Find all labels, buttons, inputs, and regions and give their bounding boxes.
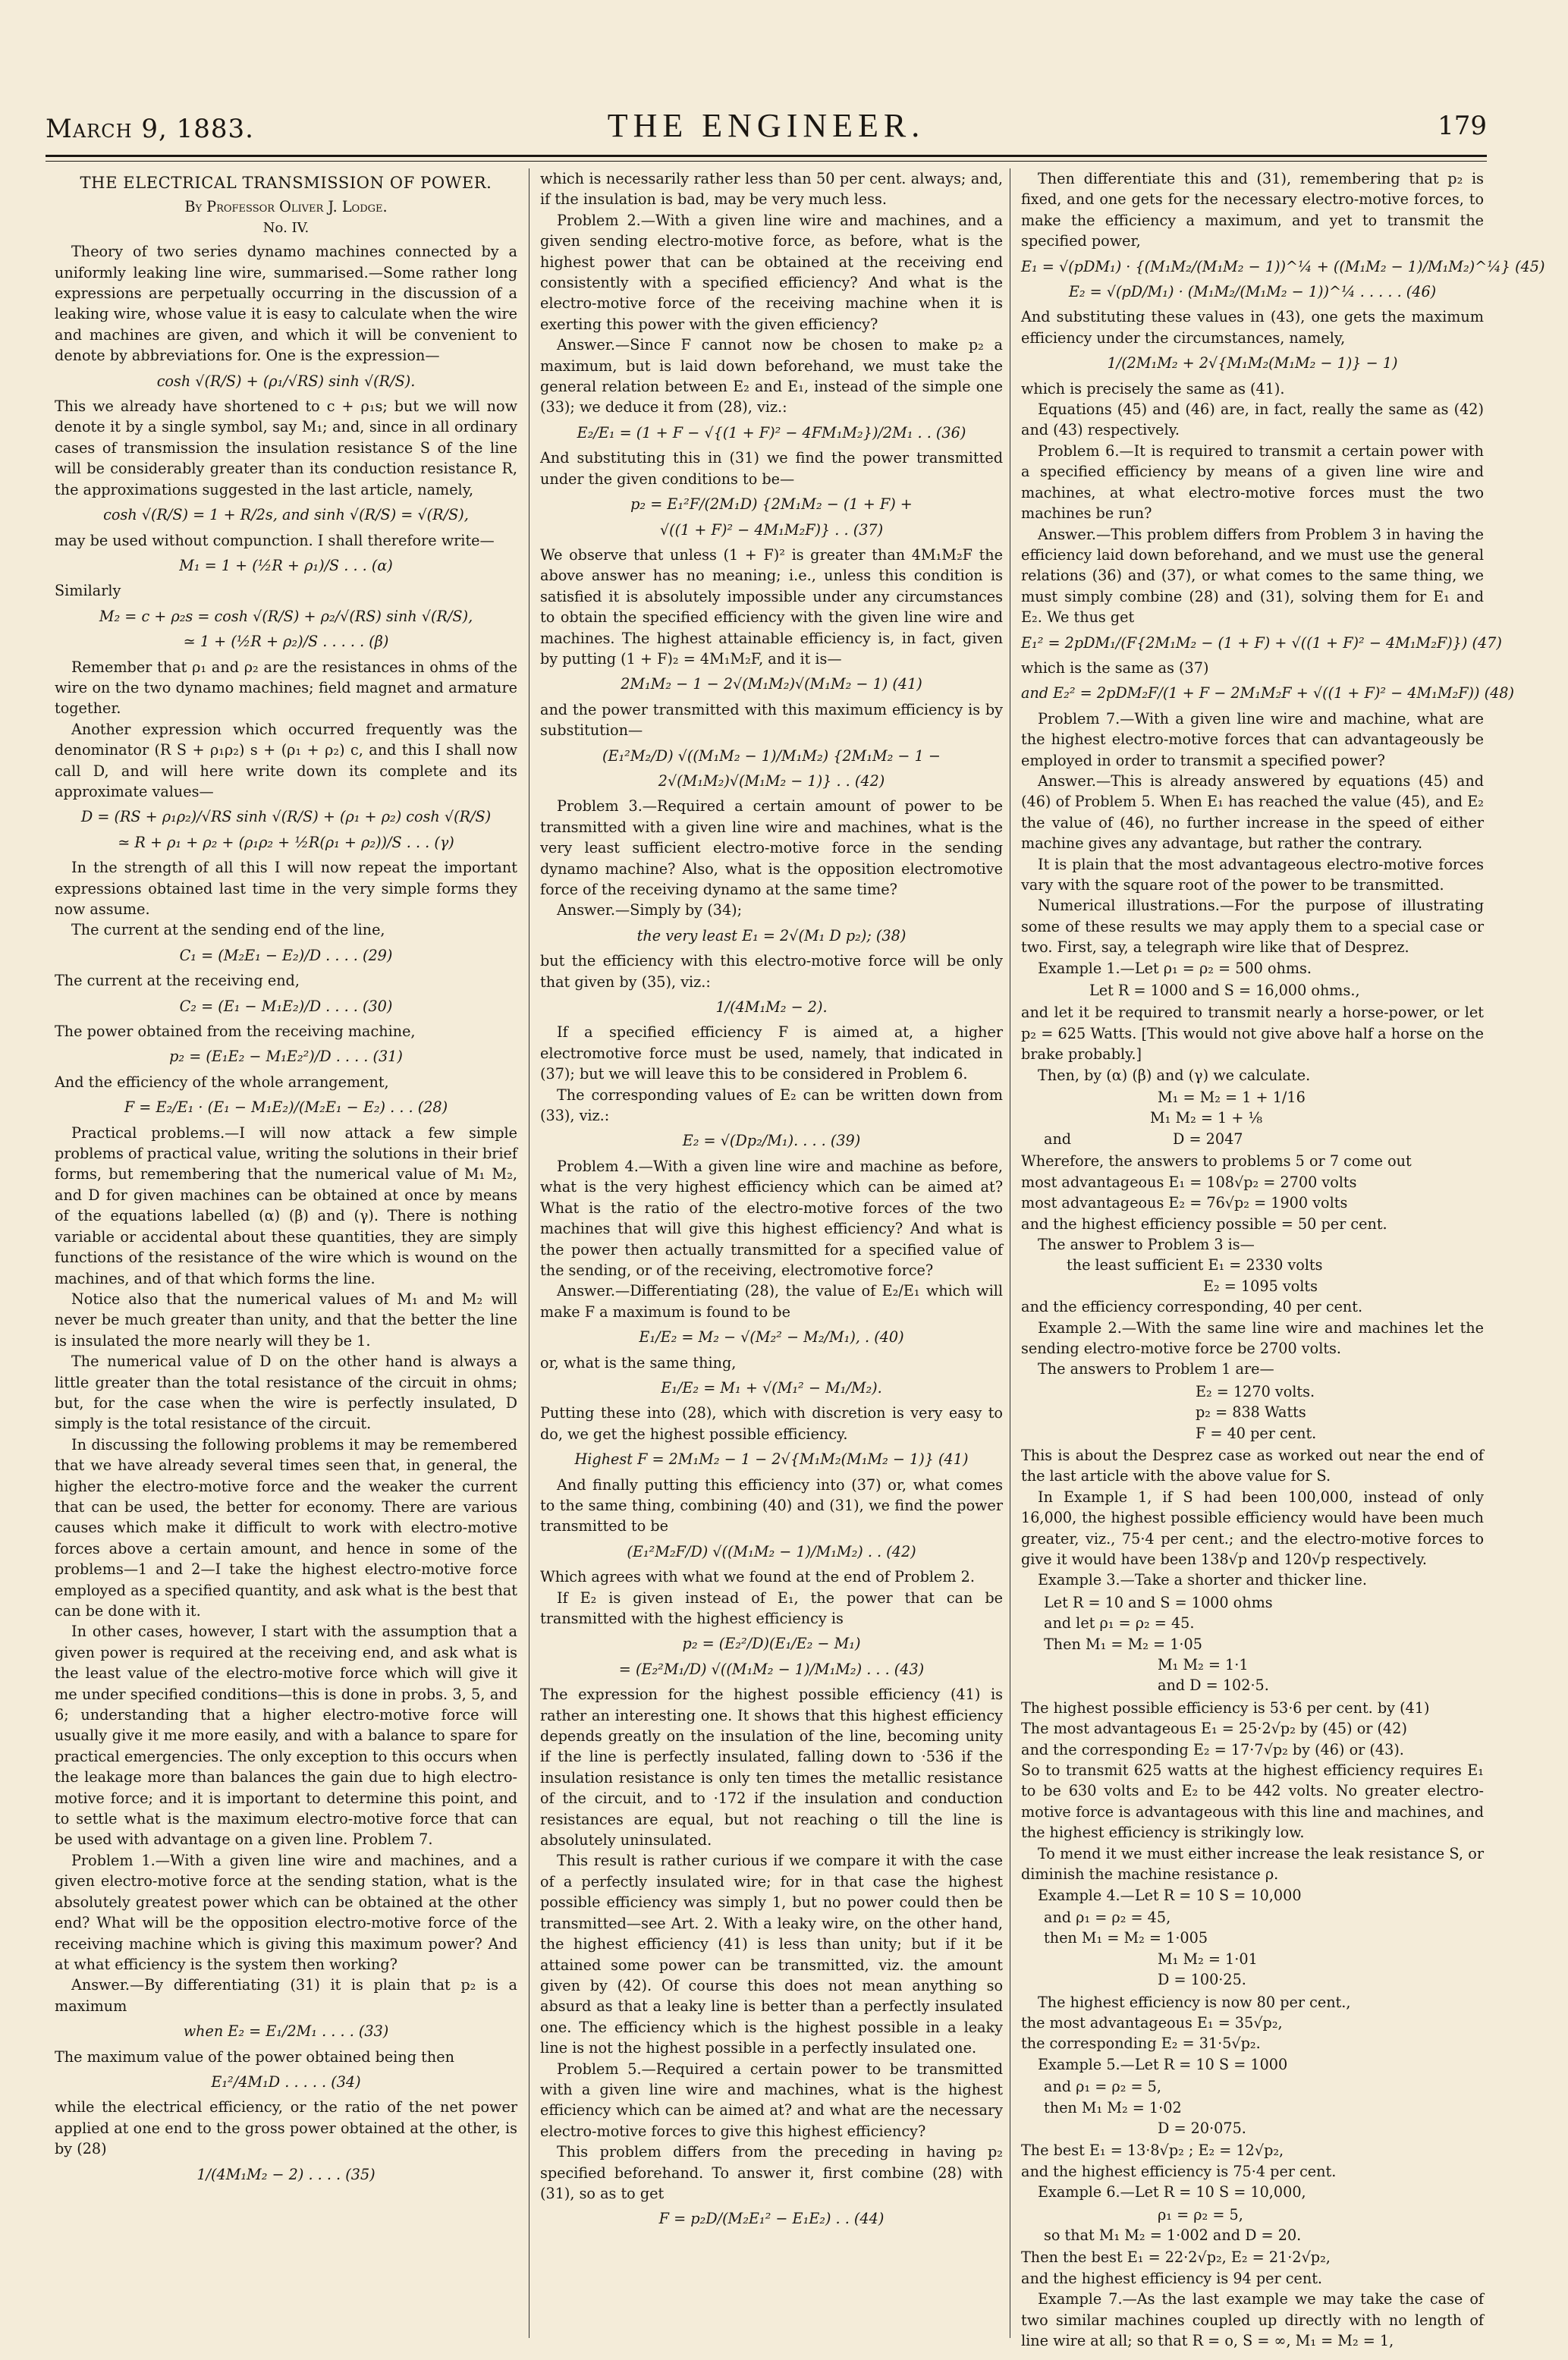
example-line: Example 4.—Let R = 10 S = 10,000 [1038,1886,1302,1904]
paragraph: which is precisely the same as (41). [1021,379,1285,398]
equation-48: and E₂² = 2pDM₂F/(1 + F − 2M₁M₂F + √((1 + F)² − 4M₁M₂F)) (48) [1021,684,1514,702]
example-line: E₂ = 1270 volts. [1196,1382,1315,1400]
equation-28: F = E₂/E₁ · (E₁ − M₁E₂)/(M₂E₁ − E₂) . . . (28) [124,1098,448,1117]
article-number: No. IV. [262,219,310,236]
equation-43-cont: = (E₂²M₁/D) √((M₁M₂ − 1)/M₁M₂) . . . (43) [618,1660,925,1678]
column-2 [540,168,1003,2346]
example-label: and [1044,1130,1072,1148]
equation-40-alt: E₁/E₂ = M₁ + √(M₁² − M₁/M₂). [661,1378,882,1397]
paragraph: Equations (45) and (46) are, in fact, really the same as (42) and (43) respectively. [1021,401,1484,439]
paragraph: We observe that unless (1 + F)² is greater than 4M₁M₂F the above answer has no meaning; i.e., unless this condition is satisfied it is absolutely impossible under any circumstances to obtain the specified efficiency with the given line wire and machines. The highest attainable efficiency is, in fact, given by putting (1 + F)₂ = 4M₁M₂F, and it is— [540,545,1003,668]
paragraph: The most advantageous E₁ = 25·2√p₂ by (45) or (42) [1021,1720,1407,1738]
paragraph: Answer.—This problem differs from Problem 3 in having the efficiency laid down beforehand, and we must use the general relations (36) and (37), or what comes to the same thing, we must simply combine (28) and (31), solving them for E₁ and E₂. We thus get [1021,525,1484,627]
paragraph: Problem 1.—With a given line wire and machines, and a given electro-motive force at the sending station, what is the absolutely greatest power which can be obtained at the other end? What will be the opposition electro-motive force of the receiving machine which is giving this maximum power? And at what efficiency is the system then working? [55,1851,517,1973]
header-rule [46,155,1487,157]
result-line: E₂ = 1095 volts [1203,1277,1318,1295]
example-line: M₁ M₂ = 1·1 [1158,1656,1249,1674]
paragraph: This problem differs from the preceding in having p₂ specified beforehand. To answer it, first combine (28) with (31), so as to get [540,2143,1003,2202]
paragraph: If E₂ is given instead of E₁, the power that can be transmitted with the highest efficiency is [540,1589,1003,1627]
paragraph: It is plain that the most advantageous electro-motive forces vary with the square root of the power to be transmitted. [1021,855,1484,894]
equation: cosh √(R/S) + (ρ₁/√RS) sinh √(R/S). [156,372,416,390]
paragraph: Problem 6.—It is required to transmit a certain power with a specified efficiency by means of a given line wire and machines, at what electro-motive forces must the two machines be run? [1021,442,1484,523]
paragraph: The best E₁ = 13·8√p₂ ; E₂ = 12√p₂, [1021,2142,1284,2160]
column-3 [1021,168,1545,2350]
example-line: and D = 102·5. [1158,1677,1269,1695]
example-line: and let ρ₁ = ρ₂ = 45. [1044,1614,1195,1633]
paragraph: The current at the sending end of the line, [71,921,385,939]
example-line: D = 100·25. [1158,1971,1246,1989]
equation-40: E₁/E₂ = M₂ − √(M₂² − M₂/M₁), . (40) [639,1328,904,1347]
article-title: THE ELECTRICAL TRANSMISSION OF POWER. [80,174,492,192]
example-line: Then M₁ = M₂ = 1·05 [1044,1635,1202,1653]
example-values [1044,2076,1484,2138]
paragraph: Answer.—By differentiating (31) it is plain that p₂ is a maximum [55,1976,517,2015]
equation-42: (E₁²M₂/D) √((M₁M₂ − 1)/M₁M₂) {2M₁M₂ − 1 − [602,746,941,765]
header-rule-thin [46,161,1487,162]
equation-44: F = p₂D/(M₂E₁² − E₁E₂) . . (44) [658,2210,885,2228]
paragraph: Problem 5.—Required a certain power to be transmitted with a given line wire and machines, what is the highest efficiency which can be aimed at? and what are the necessary electro-motive forces to give this highest efficiency? [540,2060,1003,2140]
paragraph: Notice also that the numerical values of M₁ and M₂ will never be much greater than unity, and that the better the line is insulated the more nearly will they be 1. [55,1290,517,1350]
paragraph: The power obtained from the receiving machine, [55,1023,416,1041]
example-line: and ρ₁ = ρ₂ = 45, [1044,1908,1171,1926]
example-line: p₂ = 838 Watts [1196,1403,1306,1422]
example-values [1044,1381,1484,1444]
example-line: so that M₁ M₂ = 1·002 and D = 20. [1044,2226,1302,2244]
example-line: Example 5.—Let R = 10 S = 1000 [1038,2055,1288,2073]
paragraph: Which agrees with what we found at the end of Problem 2. [540,1568,975,1586]
paragraph: And the efficiency of the whole arrangement, [55,1073,389,1091]
paragraph: Another expression which occurred frequently was the denominator (R S + ρ₁ρ₂) s + (ρ₁ + ρ₂) c, and this I shall now call D, and will here write down its complete and its approximate values— [55,720,517,800]
result-line: The answer to Problem 3 is— [1038,1235,1255,1253]
example-line: then M₁ M₂ = 1·02 [1044,2098,1182,2116]
result-line: most advantageous E₂ = 76√p₂ = 1900 volts [1021,1194,1348,1212]
paragraph: Example 3.—Take a shorter and thicker line. [1038,1571,1367,1589]
paragraph: In the strength of all this I will now repeat the important expressions obtained last time in the very simple forms they now assume. [55,859,517,918]
paragraph: The answers to Problem 1 are— [1038,1360,1274,1378]
paragraph: Problem 3.—Required a certain amount of power to be transmitted with a given line wire and machines, what is the very least sufficient electro-motive force in the sending dynamo machine? Also, what is the opposition electromotive force of the receiving dynamo at the same time? [540,797,1003,898]
paragraph: Problem 4.—With a given line wire and machine as before, what is the very highest efficiency which can be aimed at? What is the ratio of the electro-motive forces of the two machines that will give this highest efficiency? And what is the power then actually transmitted for a specified value of the sending, or of the receiving, electromotive force? [540,1157,1003,1279]
paragraph: Then the best E₁ = 22·2√p₂, E₂ = 21·2√p₂, [1021,2248,1331,2267]
paragraph: while the electrical efficiency, or the ratio of the net power applied at one end to the gross power obtained at the other, is by (28) [55,2098,517,2158]
example-line: Let R = 10 and S = 1000 ohms [1044,1593,1273,1611]
equation-36: E₂/E₁ = (1 + F − √{(1 + F)² − 4FM₁M₂})/2M₁ . . (36) [577,423,966,442]
paragraph: Then differentiate this and (31), remembering that p₂ is fixed, and one gets for the necessary electro-motive forces, to make the efficiency a maximum, and yet to transmit the specified power, [1021,170,1484,250]
equation-42-power: (E₁²M₂F/D) √((M₁M₂ − 1)/M₁M₂) . . (42) [627,1542,916,1560]
paragraph: the most advantageous E₁ = 35√p₂, [1021,2013,1283,2032]
equation-37: p₂ = E₁²F/(2M₁D) {2M₁M₂ − (1 + F) + [630,495,913,514]
equation-41: 2M₁M₂ − 1 − 2√(M₁M₂)√(M₁M₂ − 1) (41) [621,675,922,693]
example-line: Example 1.—Let ρ₁ = ρ₂ = 500 ohms. [1038,959,1312,977]
equation-D: D = (RS + ρ₁ρ₂)/√RS sinh √(R/S) + (ρ₁ + ρ₂) cosh √(R/S) [80,808,492,826]
paragraph: In other cases, however, I start with the assumption that a given power is required at the receiving end, and ask what is the least value of the electro-motive force which will give it me under specified conditions—this is done in probs. 3, 5, and 6; understanding that a higher electro-motive force will usually give it me more easily, and with a balance to spare for practical emergencies. The only exception to this occurs when the leakage more than balances the gain due to high electro-motive force; and it is important to determine this point, and to settle what is the maximum electro-motive force that can be used with advantage on a given line. Problem 7. [55,1623,517,1849]
equation-43: p₂ = (E₂²/D)(E₁/E₂ − M₁) [682,1635,861,1653]
result-line: and the highest efficiency possible = 50 per cent. [1021,1215,1387,1233]
paragraph: This we already have shortened to c + ρ₁s; but we will now denote it by a single symbol, say M₁; and, since in all ordinary cases of transmission the insulation resistance S of the line will be considerably greater than its conduction resistance R, the approximations suggested in the last article, namely, [55,398,517,498]
equation-38: the very least E₁ = 2√(M₁ D p₂); (38) [636,926,907,944]
paragraph: The corresponding values of E₂ can be written down from (33), viz.: [540,1086,1003,1125]
paragraph: Wherefore, the answers to problems 5 or 7 come out [1021,1152,1412,1171]
result-line: the least sufficient E₁ = 2330 volts [1067,1256,1323,1274]
example-line: M₁ M₂ = 1·01 [1158,1950,1258,1968]
paragraph: which is the same as (37) [1021,658,1209,677]
equation-41-highest: Highest F = 2M₁M₂ − 1 − 2√{M₁M₂(M₁M₂ − 1)} (41) [574,1450,969,1469]
equation-beta: M₂ = c + ρ₂s = cosh √(R/S) + ρ₂/√(RS) sinh √(R/S), [99,607,473,625]
paragraph: Numerical illustrations.—For the purpose of illustrating some of these results we may apply them to a special case or two. First, say, a telegraph wire like that of Desprez. [1021,897,1484,957]
paragraph: Theory of two series dynamo machines connected by a uniformly leaking line wire, summarised.—Some rather long expressions are perpetually occurring in the discussion of a leaking wire, whose value it is easy to calculate when the wire and machines are given, and which it will be convenient to denote by abbreviations for. One is the expression— [55,243,517,365]
equation-45: E₁ = √(pDM₁) · {(M₁M₂/(M₁M₂ − 1))^¼ + ((M₁M₂ − 1)/M₁M₂)^¼} (45) [1021,257,1545,275]
masthead: THE ENGINEER. [607,107,925,144]
result-line: most advantageous E₁ = 108√p₂ = 2700 volts [1021,1173,1357,1191]
paragraph: Remember that ρ₁ and ρ₂ are the resistances in ohms of the wire on the two dynamo machines; field magnet and armature together. [55,658,517,718]
paragraph: The maximum value of the power obtained being then [55,2047,454,2066]
example-row [1044,1129,1484,1149]
example-values [1044,1907,1484,1991]
example-values [1044,1592,1484,1696]
example-line: Example 6.—Let R = 10 S = 10,000, [1038,2183,1306,2201]
paragraph: Putting these into (28), which with discretion is very easy to do, we get the highest possible efficiency. [540,1404,1003,1443]
paragraph: Answer.—Differentiating (28), the value of E₂/E₁ which will make F a maximum is found to be [540,1282,1003,1321]
paragraph: If a specified efficiency F is aimed at, a higher electromotive force must be used, namely, that indicated in (37); but we will leave this to be considered in Problem 6. [540,1023,1003,1083]
paragraph: This is about the Desprez case as worked out near the end of the last article with the above value for S. [1021,1446,1484,1485]
equation-31: p₂ = (E₁E₂ − M₁E₂²)/D . . . . (31) [169,1048,403,1066]
equation-35-repeat: 1/(4M₁M₂ − 2). [715,998,828,1017]
paragraph: Example 2.—With the same line wire and machines let the sending electro-motive force be 2700 volts. [1021,1318,1484,1357]
paragraph: which is necessarily rather less than 50 per cent. always; and, if the insulation is bad, may be very much less. [540,170,1003,209]
page-number: 179 [1438,111,1487,141]
paragraph: Answer.—This is already answered by equations (45) and (46) of Problem 5. When E₁ has reached the value (45), and E₂ the value of (46), no further increase in the speed of either machine gives any advantage, but rather the contrary. [1021,771,1484,853]
paragraph: The numerical value of D on the other hand is always a little greater than the total resistance of the circuit in ohms; but, for the case when the wire is perfectly insulated, D simply is the total resistance of the circuit. [55,1353,517,1433]
paragraph: And finally putting this efficiency into (37) or, what comes to the same thing, combining (40) and (31), we find the power transmitted to be [540,1475,1003,1535]
paragraph: and let it be required to transmit nearly a horse-power, or let p₂ = 625 Watts. [This would not give above half a horse on the brake probably.] [1021,1004,1484,1064]
paragraph: Example 7.—As the last example we may take the case of two similar machines coupled up directly with no length of line wire at all; so that R = o, S = ∞, M₁ = M₂ = 1, [1021,2290,1484,2350]
equation-30: C₂ = (E₁ − M₁E₂)/D . . . . (30) [179,997,393,1015]
equation-37-cont: √((1 + F)² − 4M₁M₂F)} . . (37) [659,520,884,539]
paragraph: The current at the receiving end, [55,972,300,990]
paragraph: may be used without compunction. I shall therefore write— [55,531,495,549]
example-values [1044,1087,1484,1149]
paragraph: And substituting these values in (43), one gets the maximum efficiency under the circumstances, namely, [1021,308,1484,347]
example-line: M₁ = M₂ = 1 + 1/16 [1158,1089,1306,1107]
equation-46: E₂ = √(pD/M₁) · (M₁M₂/(M₁M₂ − 1))^¼ . . . . . (46) [1068,283,1437,301]
paragraph: In discussing the following problems it may be remembered that we have already several times seen that, in general, the higher the electro-motive force and the weaker the current that can be used, the better for economy. There are various causes which make it difficult to work with electro-motive forces above a certain amount, and hence in some of the problems—1 and 2—I take the highest electro-motive force employed as a specified quantity, and ask what is the best that can be done with it. [55,1435,517,1620]
issue-date: March 9, 1883. [46,114,254,144]
paragraph: The highest possible efficiency is 53·6 per cent. by (41) [1021,1699,1430,1717]
result-line: and the efficiency corresponding, 40 per cent. [1021,1298,1363,1316]
example-line: M₁ M₂ = 1 + ⅛ [1150,1109,1263,1127]
example-line: Let R = 1000 and S = 16,000 ohms., [1089,982,1360,1000]
equation-47: E₁² = 2pDM₁/(F{2M₁M₂ − (1 + F) + √((1 + F)² − 4M₁M₂F)}) (47) [1021,633,1502,652]
paragraph: Practical problems.—I will now attack a few simple problems of practical value, writing the solutions in their brief forms, but remembering that the numerical value of M₁ M₂, and D for given machines can be obtained at once by means of the equations labelled (α) (β) and (γ). There is nothing variable or accidental about these quantities, they are simply functions of the resistance of the wire which is wound on the machines, and of that which forms the line. [55,1123,517,1287]
equation-gamma: ≃ R + ρ₁ + ρ₂ + (ρ₁ρ₂ + ½R(ρ₁ + ρ₂))/S . . . (γ) [118,833,454,851]
paragraph: Problem 2.—With a given line wire and machines, and a given sending electro-motive force, as before, what is the highest power that can be obtained at the receiving end consistently with a specified efficiency? And what is the electro-motive force of the receiving machine when it is exerting this power with the given efficiency? [540,211,1003,333]
equation-34: E₁²/4M₁D . . . . . (34) [211,2072,361,2091]
example-line: D = 2047 [1173,1130,1243,1148]
article-byline: By Professor Oliver J. Lodge. [184,198,388,216]
paragraph: Answer.—Simply by (34); [557,901,743,919]
paragraph: Answer.—Since F cannot now be chosen to make p₂ a maximum, but is laid down beforehand, we must take the general relation between E₂ and E₁, instead of the simple one (33); we deduce it from (28), viz.: [540,336,1003,416]
paragraph: and the power transmitted with this maximum efficiency is by substitution— [540,700,1003,740]
equation-42-cont: 2√(M₁M₂)√(M₁M₂ − 1)} . . (42) [658,771,885,790]
paragraph: The expression for the highest possible efficiency (41) is rather an interesting one. It shows that this highest efficiency depends greatly on the insulation of the line, becoming unity if the line is perfectly insulated, falling down to ·536 if the insulation resistance is only ten times the metallic resistance of the circuit, and to ·172 if the insulation and conduction resistances are equal, but not reaching o till the line is absolutely uninsulated. [540,1686,1003,1849]
paragraph: So to transmit 625 watts at the highest efficiency requires E₁ to be 630 volts and E₂ to be 442 volts. No greater electro-motive force is advantageous with this line and machines, and the highest efficiency is strikingly low. [1021,1761,1484,1842]
equation-35: 1/(4M₁M₂ − 2) . . . . (35) [196,2165,376,2183]
paragraph: but the efficiency with this electro-motive force will be only that given by (35), viz.: [540,952,1003,991]
paragraph: Then, by (α) (β) and (γ) we calculate. [1038,1066,1311,1084]
paragraph: the corresponding E₂ = 31·5√p₂. [1021,2035,1261,2053]
equation: cosh √(R/S) = 1 + R/2s, and sinh √(R/S) = √(R/S), [103,506,469,524]
paragraph: and the highest efficiency is 75·4 per cent. [1021,2162,1337,2180]
equation-33: when E₂ = E₁/2M₁ . . . . (33) [183,2022,389,2041]
paragraph: To mend it we must either increase the leak resistance S, or diminish the machine resistance ρ. [1021,1844,1484,1884]
example-line: F = 40 per cent. [1196,1424,1317,1442]
example-line: then M₁ = M₂ = 1·005 [1044,1929,1208,1947]
example-line: and ρ₁ = ρ₂ = 5, [1044,2078,1161,2096]
example-line: D = 20·075. [1158,2119,1246,2137]
paragraph: and the corresponding E₂ = 17·7√p₂ by (46) or (43). [1021,1740,1404,1758]
equation-29: C₁ = (M₂E₁ − E₂)/D . . . . (29) [179,946,393,964]
paragraph: and the highest efficiency is 94 per cent. [1021,2269,1323,2287]
page-header [46,106,1487,159]
paragraph: In Example 1, if S had been 100,000, instead of only 16,000, the highest possible efficiency would have been much greater, viz., 75·4 per cent.; and the electro-motive forces to give it would have been 138√p and 120√p respectively. [1021,1488,1484,1568]
equation-beta-approx: ≃ 1 + (½R + ρ₂)/S . . . . . (β) [183,633,389,651]
paragraph: or, what is the same thing, [540,1353,737,1372]
paragraph: Problem 7.—With a given line wire and machine, what are the highest electro-motive forces that can advantageously be employed in order to transmit a specified power? [1021,709,1484,769]
equation-39: E₂ = √(Dp₂/M₁). . . . (39) [682,1132,861,1150]
paragraph: And substituting this in (31) we find the power transmitted under the given conditions to be— [540,449,1003,488]
equation-max-efficiency: 1/(2M₁M₂ + 2√{M₁M₂(M₁M₂ − 1)} − 1) [1107,354,1398,372]
paragraph: The highest efficiency is now 80 per cent., [1038,1993,1351,2011]
example-values [1044,2204,1484,2246]
column-1 [55,168,517,2346]
paragraph: Similarly [55,582,121,600]
example-line: ρ₁ = ρ₂ = 5, [1158,2205,1243,2223]
paragraph: This result is rather curious if we compare it with the case of a perfectly insulated wire; for in that case the highest possible efficiency was simply 1, but no power could then be transmitted—see Art. 2. With a leaky wire, on the other hand, the highest efficiency (41) is less than unity; but if it be attained some power can be transmitted, viz. the amount given by (42). Of course this does not mean anything so absurd as that a leaky line is better than a perfectly insulated one. The efficiency which is the highest possible in a leaky line is not the highest possible in a perfectly insulated one. [540,1852,1003,2057]
equation-alpha: M₁ = 1 + (½R + ρ₁)/S . . . (α) [179,556,393,574]
example-values [1044,980,1484,1001]
